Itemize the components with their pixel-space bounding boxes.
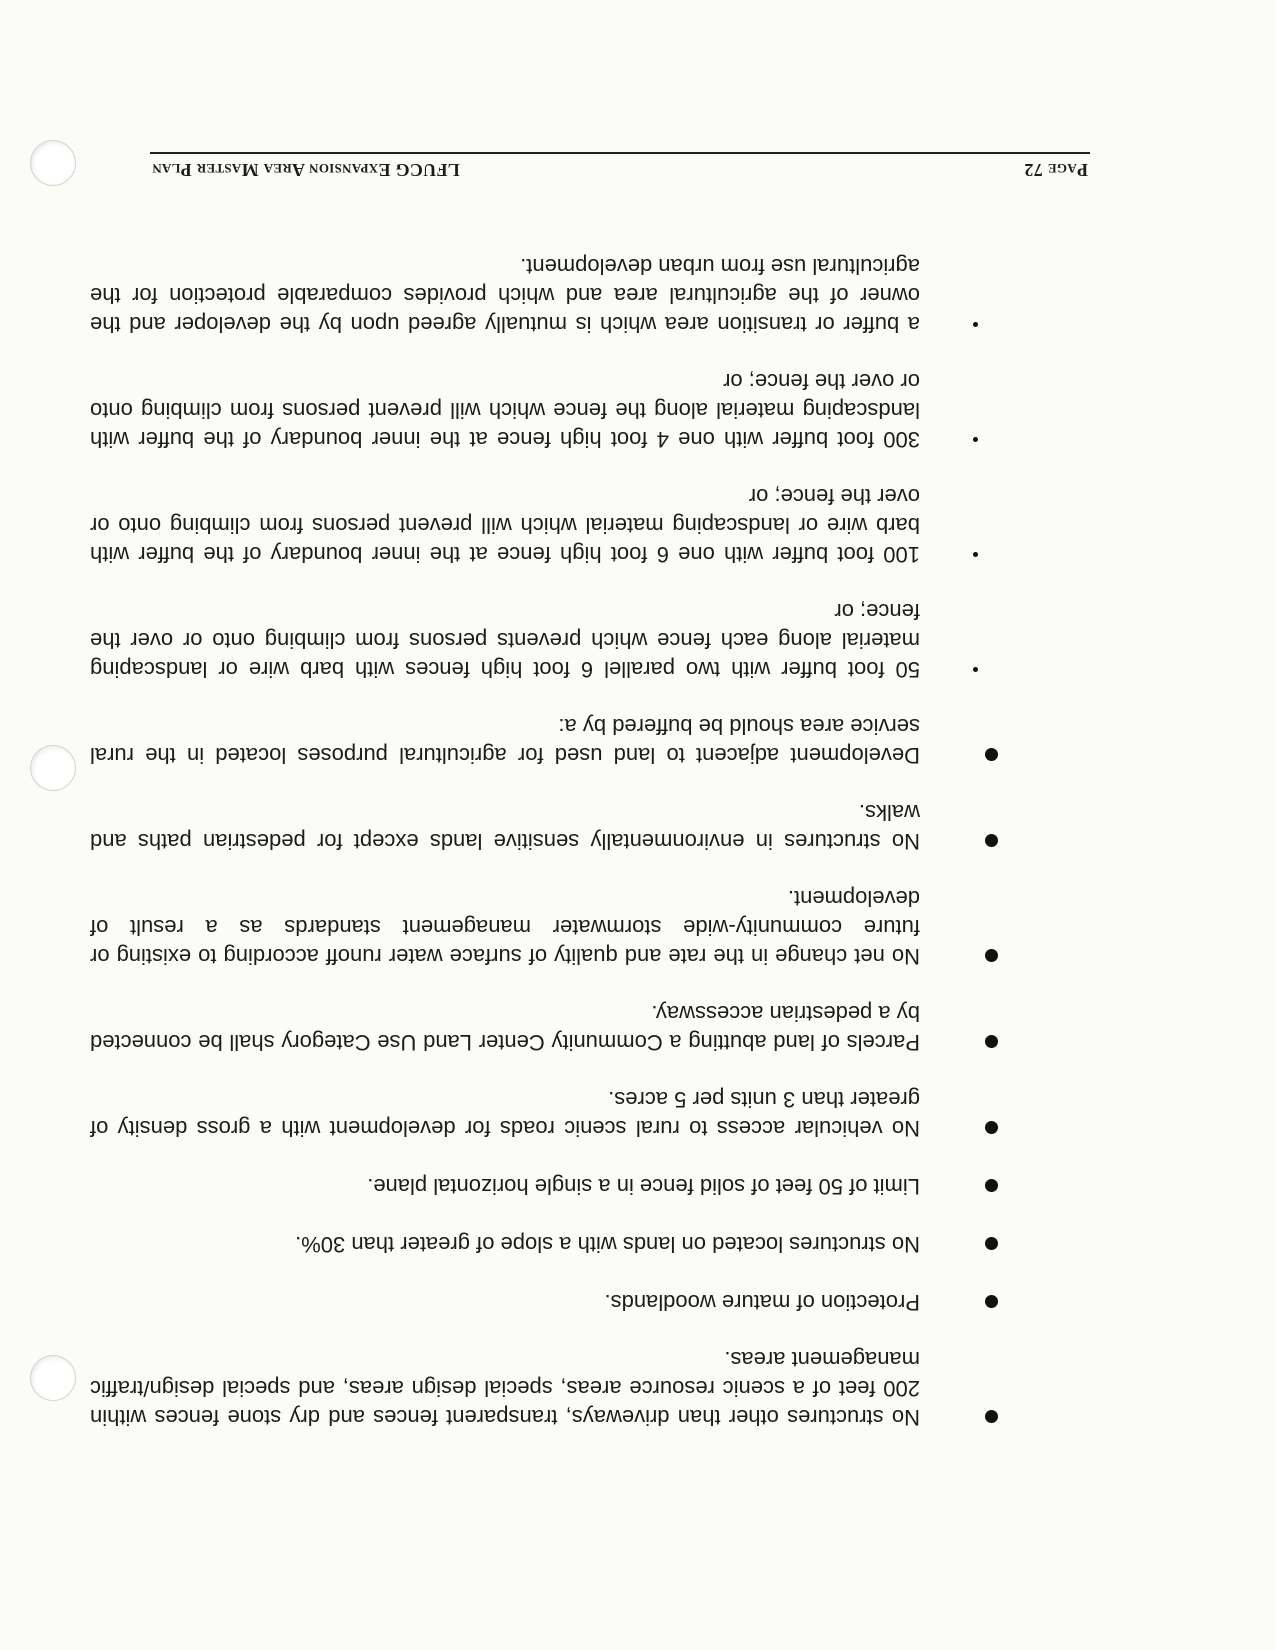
list-item [90, 1172, 920, 1201]
sub-list-item [90, 597, 920, 684]
bullet-icon [985, 949, 998, 962]
list-item-text: No net change in the rate and quality of surface water runoff according to existing or future community-wide stormwater management standards as a result of development. [90, 886, 920, 969]
list-item-text: Parcels of land abutting a Community Center Land Use Category shall be connected by a pedestrian accessway. [90, 1001, 920, 1055]
sub-bullet-icon [973, 667, 978, 672]
bullet-icon [985, 1237, 998, 1250]
list-item [90, 1085, 920, 1143]
list-item-text: Limit of 50 feet of solid fence in a single horizontal plane. [367, 1174, 920, 1199]
bullet-icon [985, 748, 998, 761]
sub-bullet-icon [973, 322, 978, 327]
bullet-icon [985, 1179, 998, 1192]
bullet-icon [985, 1410, 998, 1423]
sub-list-item-text: 100 foot buffer with one 6 foot high fence at the inner boundary of the buffer with barb wire or landscaping material which will prevent persons from climbing onto or over the fence; or [90, 484, 920, 567]
sub-list-item-text: 300 foot buffer with one 4 foot high fence at the inner boundary of the buffer with landscaping material along the fence which will prevent persons from climbing onto or over the fence; or [90, 369, 920, 452]
bullet-icon [985, 1295, 998, 1308]
list-item [90, 1345, 920, 1432]
list-item-text: No structures located on lands with a slope of greater than 30%. [295, 1232, 920, 1257]
list-item-text: No structures other than driveways, transparent fences and dry stone fences within 200 feet of a scenic resource areas, special design areas, and special design/traffic management areas. [90, 1347, 920, 1430]
list-item-text: Development adjacent to land used for agricultural purposes located in the rural service area should be buffered by a: [90, 714, 920, 768]
sub-list-item [90, 367, 920, 454]
list-item [90, 712, 920, 770]
page-number: Page 72 [1024, 160, 1088, 180]
bullet-icon [985, 834, 998, 847]
sub-list-item-text: a buffer or transition area which is mutually agreed upon by the developer and the owner of the agricultural area and which provides comparable protection for the agricultural use from urban development. [90, 254, 920, 337]
sub-list-item [90, 252, 920, 339]
sub-list-item [90, 482, 920, 569]
list-item [90, 884, 920, 971]
list-item-text: Protection of mature woodlands. [604, 1290, 920, 1315]
list-item-text: No vehicular access to rural scenic roads for development with a gross density of greater than 3 units per 5 acres. [90, 1087, 920, 1141]
list-item [90, 798, 920, 856]
list-item [90, 1288, 920, 1317]
document-title: LFUCG Expansion Area Master Plan [152, 160, 460, 180]
list-item-text: No structures in environmentally sensitive lands except for pedestrian paths and walks. [90, 800, 920, 854]
bullet-icon [985, 1035, 998, 1048]
list-item [90, 999, 920, 1057]
sub-bullet-icon [973, 552, 978, 557]
bullet-icon [985, 1121, 998, 1134]
sub-bullet-icon [973, 437, 978, 442]
list-item [90, 1230, 920, 1259]
sub-list-item-text: 50 foot buffer with two parallel 6 foot high fences with barb wire or landscaping material along each fence which prevents persons from climbing onto or over the fence; or [90, 599, 920, 682]
